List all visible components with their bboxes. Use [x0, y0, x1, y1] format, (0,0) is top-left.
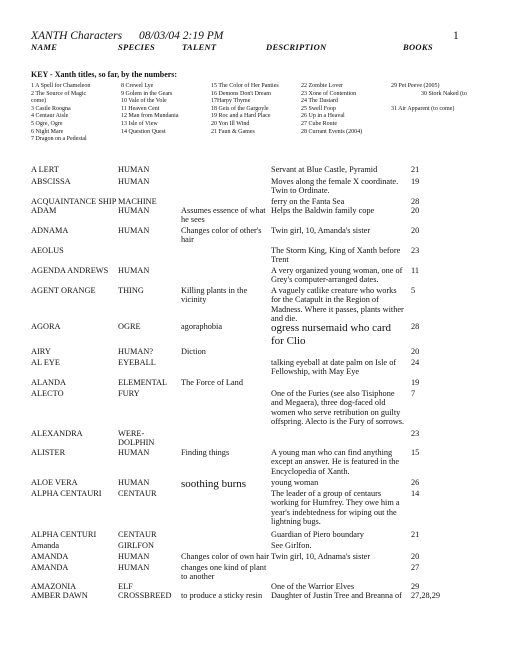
cell-books: 14 — [411, 489, 420, 498]
key-entry: 2 The Source of Magic — [31, 90, 87, 97]
key-column-5 — [391, 83, 440, 91]
key-entry: 28 Currant Events (2004) — [301, 128, 363, 135]
cell-talent: The Force of Land — [181, 378, 243, 387]
cell-description: Twin girl, 10, Amanda's sister — [271, 226, 371, 235]
cell-description: talking eyeball at date palm on Isle of Fellowship, with May Eye — [271, 358, 397, 377]
cell-books: 11 — [411, 266, 419, 275]
cell-description: ogress nursemaid who card for Clio — [271, 322, 392, 347]
cell-books: 28 — [411, 197, 420, 206]
cell-books: 26 — [411, 478, 420, 487]
cell-species: OGRE — [118, 322, 141, 331]
key-entry: 18 Geis of the Gargoyle — [211, 105, 269, 112]
column-header-name: NAME — [31, 42, 58, 52]
cell-books: 28 — [411, 322, 420, 331]
cell-books: 20 — [411, 226, 420, 235]
cell-name: ALPHA CENTURI — [31, 530, 97, 539]
key-entry: 22 Zombie Lover — [301, 83, 343, 89]
cell-description: Moves along the female X coordinate. Twin to Ordinate. — [271, 177, 399, 196]
cell-books: 20 — [411, 552, 420, 561]
cell-species: WERE-DOLPHIN — [118, 429, 155, 448]
cell-species: ELF — [118, 582, 133, 591]
key-entry: 1 A Spell for Chameleon — [31, 83, 91, 89]
key-entry: 17Harpy Thyme — [211, 98, 251, 105]
key-title: KEY - Xanth titles, so far, by the numbers: — [31, 70, 178, 79]
cell-species: HUMAN — [118, 563, 150, 572]
cell-books: 21 — [411, 165, 420, 174]
cell-books: 27,28,29 — [411, 591, 441, 600]
cell-species: HUMAN — [118, 177, 150, 186]
column-header-description: DESCRIPTION — [266, 42, 327, 52]
cell-talent: Changes color of other's hair — [181, 226, 262, 245]
cell-species: HUMAN — [118, 448, 150, 457]
key-column-3 — [211, 83, 279, 136]
cell-species: HUMAN — [118, 165, 150, 174]
cell-books: 7 — [411, 389, 416, 398]
key-column-5b — [421, 91, 467, 99]
key-entry: 19 Roc and a Hard Place — [211, 113, 271, 120]
key-column-1 — [31, 83, 90, 144]
cell-name: ALEXANDRA — [31, 429, 83, 438]
cell-description: Helps the Baldwin family cope — [271, 206, 375, 215]
cell-description: The Storm King, King of Xanth before Trent — [271, 246, 401, 265]
cell-species: THING — [118, 286, 144, 295]
cell-books: 29 — [411, 582, 420, 591]
cell-name: AL EYE — [31, 358, 60, 367]
cell-species: CROSSBREED — [118, 591, 172, 600]
cell-name: ACQUAINTANCE SHIP — [31, 197, 117, 206]
cell-name: Amanda — [31, 541, 60, 550]
cell-name: ALECTO — [31, 389, 64, 398]
key-entry: 16 Demons Don't Dream — [211, 90, 271, 97]
cell-species: HUMAN — [118, 552, 150, 561]
cell-description: Twin girl, 10, Adnama's sister — [271, 552, 371, 561]
key-entry: 12 Man from Mundania — [121, 113, 179, 120]
cell-name: AGENT ORANGE — [31, 286, 96, 295]
cell-talent: to produce a sticky resin — [181, 591, 263, 600]
cell-name: AGENDA ANDREWS — [31, 266, 109, 275]
cell-description: One of the Warrior Elves — [271, 582, 355, 591]
cell-talent: soothing burns — [181, 478, 247, 490]
cell-description: Daughter of Justin Tree and Breanna of — [271, 591, 402, 600]
cell-description: A young man who can find anything except an answer. He is featured in the Encyclopedia of Xanth. — [271, 448, 400, 476]
cell-name: AMBER DAWN — [31, 591, 88, 600]
cell-species: HUMAN — [118, 206, 150, 215]
cell-name: A LERT — [31, 165, 59, 174]
cell-species: CENTAUR — [118, 489, 157, 498]
cell-talent: changes one kind of plant to another — [181, 563, 267, 582]
key-column-5c — [391, 106, 454, 114]
cell-talent: Diction — [181, 347, 206, 356]
key-entry: 21 Faun & Games — [211, 128, 255, 135]
key-entry: 11 Heaven Cent — [121, 105, 160, 112]
key-entry: 10 Vale of the Vole — [121, 98, 167, 105]
key-entry: 27 Cube Route — [301, 120, 337, 127]
key-entry: 26 Up in a Heaval — [301, 113, 345, 120]
cell-books: 23 — [411, 429, 420, 438]
cell-books: 27 — [411, 563, 420, 572]
cell-talent: Changes color of own hair — [181, 552, 270, 561]
cell-description: young woman — [271, 478, 319, 487]
cell-talent: Killing plants in the vicinity — [181, 286, 248, 305]
cell-books: 21 — [411, 530, 420, 539]
cell-talent: Assumes essence of what he sees — [181, 206, 266, 225]
cell-description: A vaguely catlike creature who works for the Catapult in the Region of Madness. Where it passes, plants wither and die. — [271, 286, 404, 323]
key-entry: 6 Night Mare — [31, 128, 64, 135]
key-entry: 23 Xone of Contention — [301, 90, 357, 97]
cell-name: ABSCISSA — [31, 177, 71, 186]
cell-books: 5 — [411, 286, 416, 295]
cell-species: ELEMENTAL — [118, 378, 168, 387]
cell-description: The leader of a group of centaurs working for Humfrey. They owe him a year's indebtedness for wiping out the lightning bugs. — [271, 489, 400, 526]
cell-name: ALPHA CENTAURI — [31, 489, 102, 498]
key-entry: 30 Stork Naked (to — [421, 90, 467, 97]
key-entry: 4 Centaur Aisle — [31, 113, 69, 120]
cell-name: AIRY — [31, 347, 51, 356]
key-entry: 5 Ogre, Ogre — [31, 120, 63, 127]
cell-books: 19 — [411, 378, 420, 387]
cell-talent: agoraphobia — [181, 322, 223, 331]
cell-species: HUMAN — [118, 226, 150, 235]
cell-description: One of the Furies (see also Tisiphone and Megaera), three dog-faced old women who serve retribution on guilty offspring. Alecto is the Fury of sorrows. — [271, 389, 405, 426]
cell-books: 24 — [411, 358, 420, 367]
cell-books: 20 — [411, 347, 420, 356]
cell-species: GIRLFON — [118, 541, 154, 550]
cell-name: AMANDA — [31, 563, 69, 572]
cell-name: ADAM — [31, 206, 57, 215]
cell-species: EYEBALL — [118, 358, 156, 367]
cell-name: ADNAMA — [31, 226, 69, 235]
key-entry: 13 Isle of View — [121, 120, 158, 127]
cell-species: MACHINE — [118, 197, 157, 206]
print-datetime: 08/03/04 2:19 PM — [139, 30, 224, 42]
cell-species: HUMAN? — [118, 347, 154, 356]
key-entry: 20 Yon Ill Wind — [211, 120, 250, 127]
page-number: 1 — [453, 30, 459, 42]
key-entry: 14 Question Quest — [121, 128, 166, 135]
document-title: XANTH Characters — [31, 30, 123, 42]
cell-name: AEOLUS — [31, 246, 64, 255]
cell-species: HUMAN — [118, 266, 150, 275]
cell-name: ALISTER — [31, 448, 66, 457]
key-entry: 9 Golem in the Gears — [121, 90, 173, 97]
key-entry: 8 Crewel Lye — [121, 83, 154, 89]
cell-name: AGORA — [31, 322, 61, 331]
key-entry: 15 The Color of Her Panties — [211, 83, 279, 89]
key-column-2 — [121, 83, 179, 136]
cell-name: ALOE VERA — [31, 478, 78, 487]
key-entry: 29 Pet Peeve (2005) — [391, 83, 440, 89]
cell-description: Guardian of Piero boundary — [271, 530, 364, 539]
key-entry: come) — [31, 98, 46, 105]
cell-books: 15 — [411, 448, 420, 457]
cell-talent: Finding things — [181, 448, 230, 457]
cell-species: FURY — [118, 389, 140, 398]
key-entry: 3 Castle Roogna — [31, 105, 71, 112]
key-entry: 25 Swell Foop — [301, 105, 337, 112]
cell-name: AMAZONIA — [31, 582, 77, 591]
column-header-books: BOOKS — [403, 42, 433, 52]
cell-books: 23 — [411, 246, 420, 255]
key-entry: 24 The Dastard — [301, 98, 338, 105]
key-entry: 31 Air Apparent (to come) — [391, 105, 455, 112]
key-entry: 7 Dragon on a Pedestal — [31, 136, 87, 143]
cell-books: 19 — [411, 177, 420, 186]
cell-description: A very organized young woman, one of Grey's computer-arranged dates. — [271, 266, 403, 285]
column-header-species: SPECIES — [118, 42, 156, 52]
cell-description: Servant at Blue Castle, Pyramid — [271, 165, 378, 174]
cell-description: ferry on the Fanta Sea — [271, 197, 345, 206]
cell-name: AMANDA — [31, 552, 69, 561]
cell-species: CENTAUR — [118, 530, 157, 539]
cell-books: 20 — [411, 206, 420, 215]
cell-species: HUMAN — [118, 478, 150, 487]
cell-description: See Girlfon. — [271, 541, 312, 550]
key-column-4 — [301, 83, 362, 136]
cell-name: ALANDA — [31, 378, 67, 387]
column-header-talent: TALENT — [182, 42, 217, 52]
